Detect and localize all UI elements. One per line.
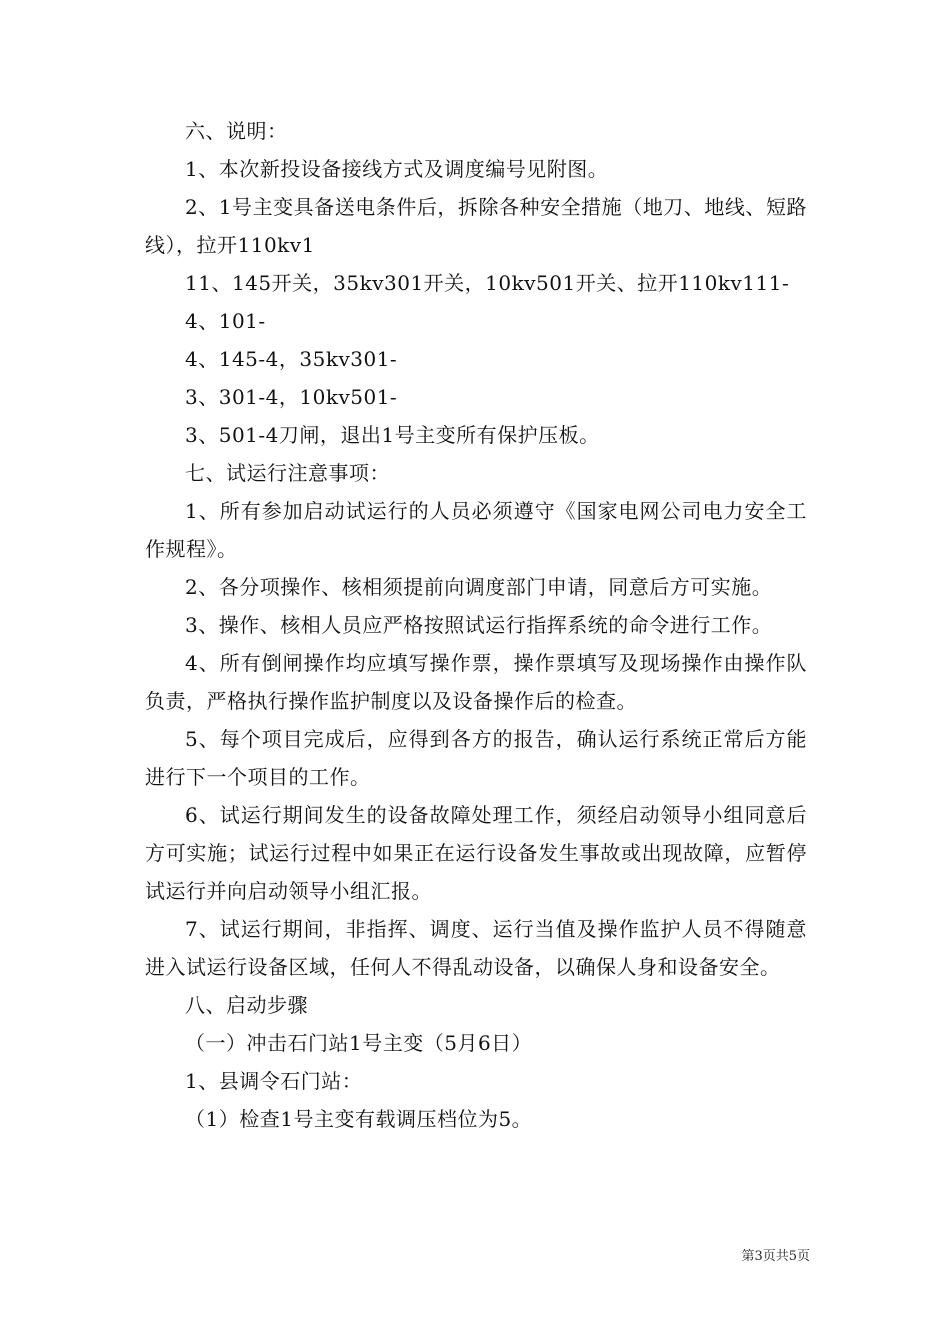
paragraph-13: 5、每个项目完成后，应得到各方的报告，确认运行系统正常后方能进行下一个项目的工作。 (145, 727, 807, 789)
section-heading-8: 八、启动步骤 (185, 993, 308, 1017)
page-number: 第3页共5页 (741, 1249, 810, 1264)
section-heading-7: 七、试运行注意事项： (185, 461, 390, 485)
paragraph-4: 4、101- (185, 309, 266, 333)
paragraph-11: 3、操作、核相人员应严格按照试运行指挥系统的命令进行工作。 (185, 613, 773, 637)
section-heading-6: 六、说明： (185, 119, 288, 143)
document-body (145, 112, 807, 1138)
paragraph-17: （一）冲击石门站1号主变（5月6日） (185, 1031, 533, 1055)
paragraph-9: 1、所有参加启动试运行的人员必须遵守《国家电网公司电力安全工作规程》。 (145, 499, 807, 561)
paragraph-7: 3、501-4刀闸，退出1号主变所有保护压板。 (185, 423, 600, 447)
paragraph-5: 4、145-4，35kv301- (185, 347, 398, 371)
paragraph-2: 2、1号主变具备送电条件后，拆除各种安全措施（地刀、地线、短路线），拉开110kv1 (145, 195, 807, 257)
paragraph-10: 2、各分项操作、核相须提前向调度部门申请，同意后方可实施。 (185, 575, 773, 599)
paragraph-6: 3、301-4，10kv501- (185, 385, 398, 409)
paragraph-12: 4、所有倒闸操作均应填写操作票，操作票填写及现场操作由操作队负责，严格执行操作监护制度以及设备操作后的检查。 (145, 651, 807, 713)
paragraph-14: 6、试运行期间发生的设备故障处理工作，须经启动领导小组同意后方可实施；试运行过程中如果正在运行设备发生事故或出现故障，应暂停试运行并向启动领导小组汇报。 (145, 803, 807, 903)
paragraph-18: 1、县调令石门站： (185, 1069, 363, 1093)
paragraph-3: 11、145开关，35kv301开关，10kv501开关、拉开110kv111- (185, 271, 790, 295)
paragraph-19: （1）检查1号主变有载调压档位为5。 (185, 1107, 533, 1131)
paragraph-1: 1、本次新投设备接线方式及调度编号见附图。 (185, 157, 609, 181)
paragraph-15: 7、试运行期间，非指挥、调度、运行当值及操作监护人员不得随意进入试运行设备区域，任何人不得乱动设备，以确保人身和设备安全。 (145, 917, 807, 979)
